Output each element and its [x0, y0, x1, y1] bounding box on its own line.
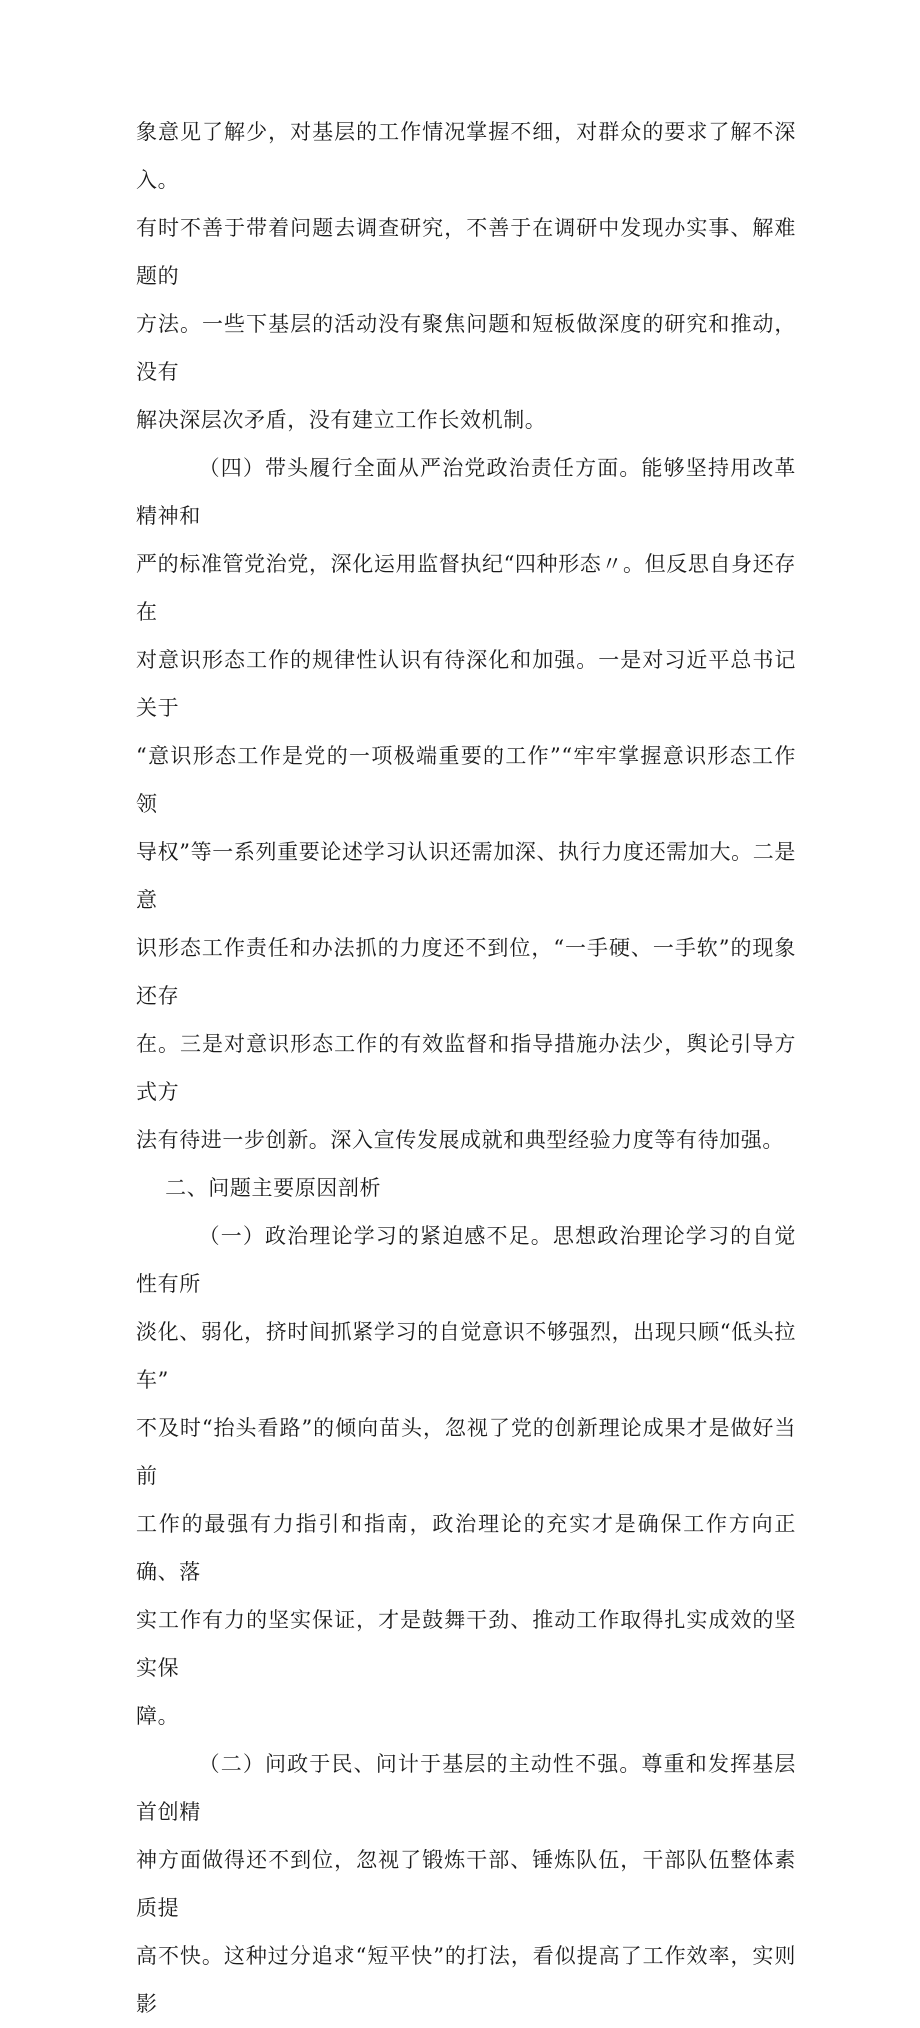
text-line: （一）政治理论学习的紧迫感不足。思想政治理论学习的自觉性有所 — [136, 1224, 796, 1296]
document-body — [136, 108, 796, 2028]
text-line: 对意识形态工作的规律性认识有待深化和加强。一是对习近平总书记关于 — [136, 648, 796, 720]
text-line: 导权”等一系列重要论述学习认识还需加深、执行力度还需加大。二是意 — [136, 840, 796, 912]
text-line: 法有待进一步创新。深入宣传发展成就和典型经验力度等有待加强。 — [136, 1128, 784, 1152]
text-line: 不及时“抬头看路”的倾向苗头，忽视了党的创新理论成果才是做好当前 — [136, 1416, 796, 1488]
text-line: 神方面做得还不到位，忽视了锻炼干部、锤炼队伍，干部队伍整体素质提 — [136, 1848, 796, 1920]
text-line: 方法。一些下基层的活动没有聚焦问题和短板做深度的研究和推动，没有 — [136, 312, 796, 384]
text-line: 障。 — [136, 1704, 180, 1728]
text-line: 高不快。这种过分追求“短平快”的打法，看似提高了工作效率，实则影 — [136, 1944, 796, 2016]
text-line: 严的标准管党治党，深化运用监督执纪“四种形态〃。但反思自身还存在 — [136, 552, 796, 624]
text-line: 实工作有力的坚实保证，才是鼓舞干劲、推动工作取得扎实成效的坚实保 — [136, 1608, 796, 1680]
section-heading: 二、问题主要原因剖析 — [136, 1176, 382, 1200]
text-line: 解决深层次矛盾，没有建立工作长效机制。 — [136, 408, 547, 432]
text-line: 有时不善于带着问题去调查研究，不善于在调研中发现办实事、解难题的 — [136, 216, 796, 288]
text-line: （四）带头履行全面从严治党政治责任方面。能够坚持用改革精神和 — [136, 456, 796, 528]
text-line: 淡化、弱化，挤时间抓紧学习的自觉意识不够强烈，出现只顾“低头拉车” — [136, 1320, 796, 1392]
text-line: 在。三是对意识形态工作的有效监督和指导措施办法少，舆论引导方式方 — [136, 1032, 796, 1104]
text-line: （二）问政于民、问计于基层的主动性不强。尊重和发挥基层首创精 — [136, 1752, 796, 1824]
text-line: 象意见了解少，对基层的工作情况掌握不细，对群众的要求了解不深入。 — [136, 120, 796, 192]
text-line: 识形态工作责任和办法抓的力度还不到位，“一手硬、一手软”的现象还存 — [136, 936, 796, 1008]
text-line: 工作的最强有力指引和指南，政治理论的充实才是确保工作方向正确、落 — [136, 1512, 796, 1584]
text-line: “意识形态工作是党的一项极端重要的工作”“牢牢掌握意识形态工作领 — [136, 744, 796, 816]
